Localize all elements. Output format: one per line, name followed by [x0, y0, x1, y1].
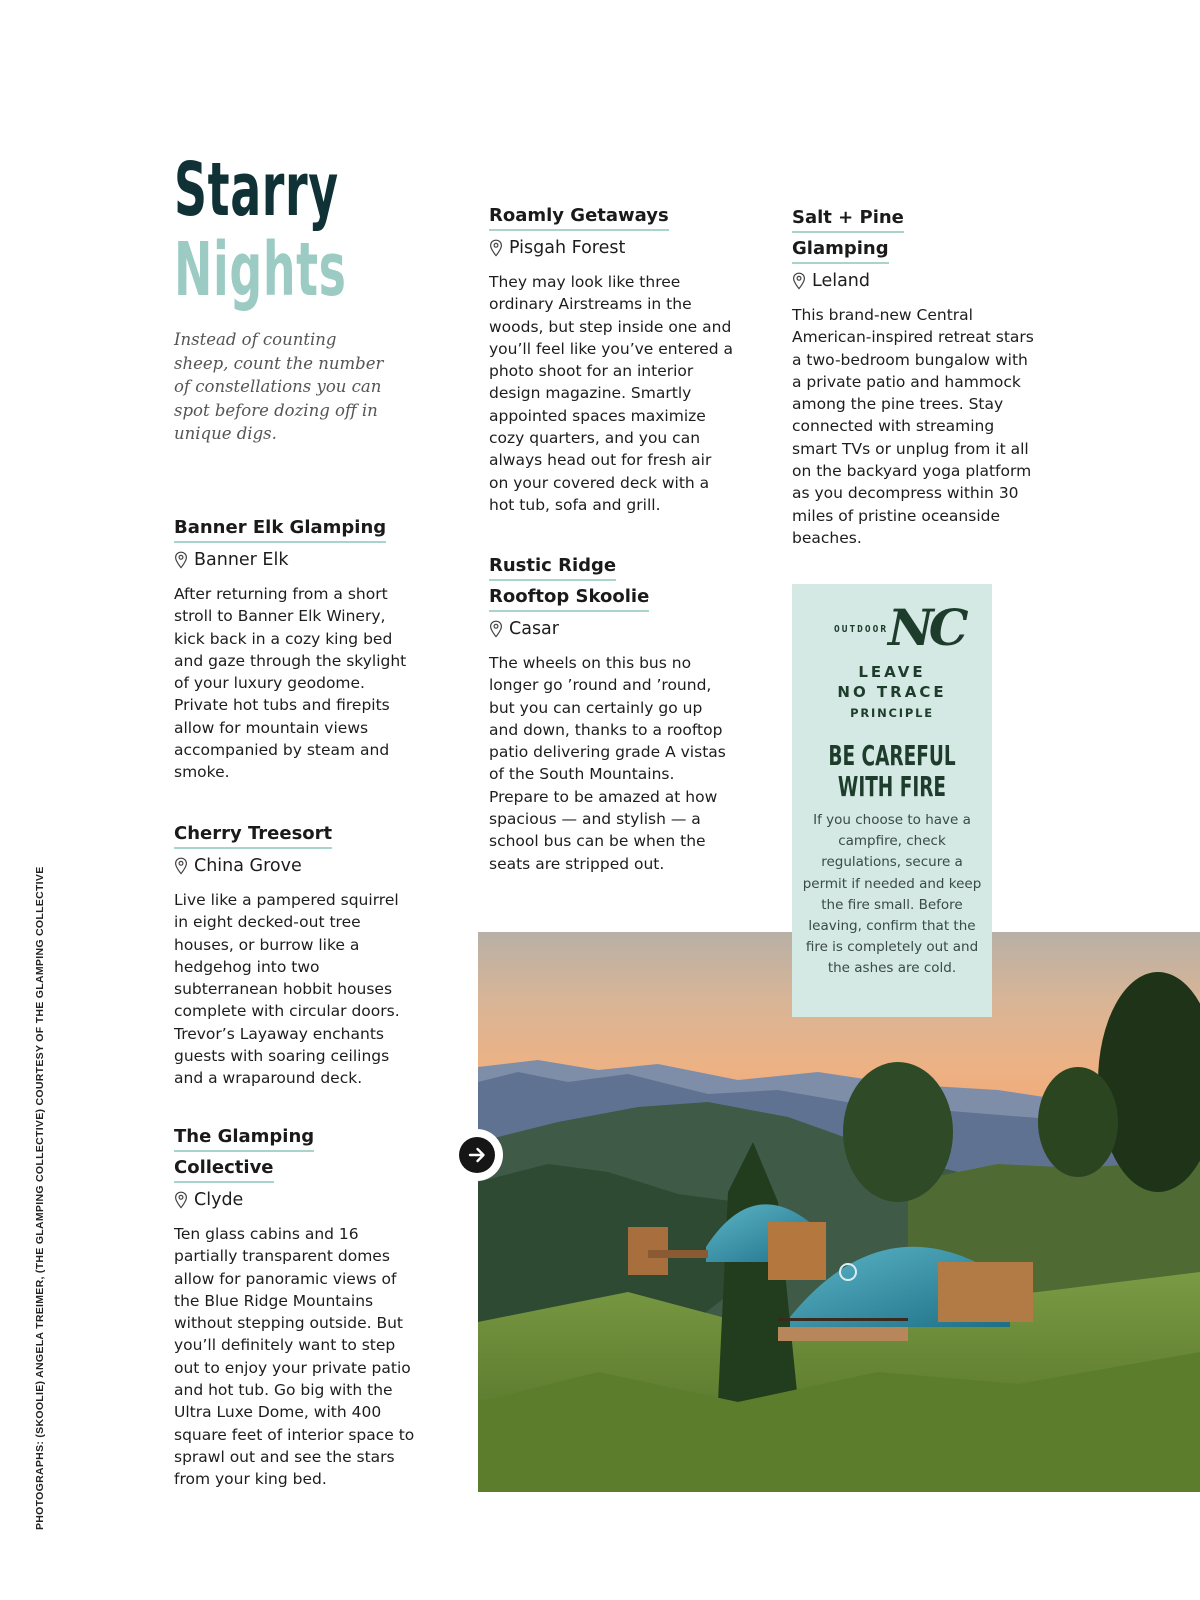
entry-location: Leland [792, 268, 1038, 294]
title-line-2: Nights [174, 227, 347, 313]
entry-salt-pine [792, 202, 1038, 549]
entry-description: They may look like three ordinary Airstreams in the woods, but step inside one and you’ll feel like you’ve entered a photo shoot for an interior design magazine. Smartly appointed spaces maximize cozy quarters, and you can always head out for fresh air on your covered deck with a hot tub, sofa and grill. [489, 273, 734, 514]
outdoor-nc-logo [792, 598, 992, 662]
entry-banner-elk [174, 512, 414, 784]
logo-nc-mark: NC [888, 598, 964, 657]
sidebar-line-2: NO TRACE [837, 683, 947, 701]
entry-cherry-treesort [174, 818, 410, 1090]
logo-outdoor-text: OUTDOOR [834, 624, 889, 635]
entry-location: Casar [489, 616, 729, 642]
entry-rustic-ridge [489, 550, 729, 875]
entry-name: Salt + Pine Glamping [792, 202, 922, 264]
entry-name: Rustic Ridge Rooftop Skoolie [489, 550, 659, 612]
entry-description: Live like a pampered squirrel in eight decked-out tree houses, or burrow like a hedgehog into two subterranean hobbit houses complete with circular doors. Trevor’s Layaway enchants guests with soaring ceilings and a wraparound deck. [174, 891, 400, 1088]
sidebar-line-3: PRINCIPLE [850, 706, 934, 720]
entry-location: China Grove [174, 853, 410, 879]
continue-arrow-button[interactable] [451, 1129, 503, 1181]
leave-no-trace-sidebar [792, 584, 992, 1017]
entry-glamping-collective [174, 1121, 420, 1491]
page-title [174, 147, 414, 313]
entry-description: Ten glass cabins and 16 partially transparent domes allow for panoramic views of the Blue Ridge Mountains without stepping outside. But you’ll definitely want to step out to enjoy your private patio and hot tub. Go big with the Ultra Luxe Dome, with 400 square feet of interior space to sprawl out and see the stars from your king bed. [174, 1225, 415, 1489]
sidebar-heading-2: WITH FIRE [837, 770, 947, 803]
map-pin-icon [174, 551, 188, 569]
map-pin-icon [489, 620, 503, 638]
map-pin-icon [489, 239, 503, 257]
entry-location: Banner Elk [174, 547, 414, 573]
map-pin-icon [174, 1191, 188, 1209]
entry-name: Cherry Treesort [174, 818, 410, 849]
sidebar-body: If you choose to have a campfire, check regulations, secure a permit if needed and keep the fire small. Before leaving, confirm that the fire is completely out and the ashes are cold. [802, 812, 982, 977]
entry-description: The wheels on this bus no longer go ’round and ’round, but you can certainly go up and down, thanks to a rooftop patio delivering grade A vistas of the South Mountains. Prepare to be amazed at how spacious — and stylish — a school bus can be when the seats are stripped out. [489, 654, 726, 873]
photo-credit: PHOTOGRAPHS: (SKOOLIE) ANGELA TREIMER, (THE GLAMPING COLLECTIVE) COURTESY OF THE GLAMPING COLLECTIVE [34, 866, 46, 1530]
entry-description: After returning from a short stroll to Banner Elk Winery, kick back in a cozy king bed and gaze through the skylight of your luxury geodome. Private hot tubs and firepits allow for mountain views accompanied by steam and smoke. [174, 585, 407, 782]
map-pin-icon [792, 272, 806, 290]
entry-name: The Glamping Collective [174, 1121, 324, 1183]
title-line-1: Starry [174, 147, 339, 233]
entry-name: Roamly Getaways [489, 200, 734, 231]
sidebar-line-1: LEAVE [858, 663, 926, 681]
entry-description: This brand-new Central American-inspired retreat stars a two-bedroom bungalow with a private patio and hammock among the pine trees. Stay connected with streaming smart TVs or unplug from it all on the backyard yoga platform as you decompress within 30 miles of pristine oceanside beaches. [792, 306, 1034, 547]
map-pin-icon [174, 857, 188, 875]
entry-roamly-getaways [489, 200, 734, 516]
intro-text: Instead of counting sheep, count the number of constellations you can spot before dozing off in unique digs. [174, 330, 384, 443]
entry-location: Pisgah Forest [489, 235, 734, 261]
sidebar-heading-1: BE CAREFUL [828, 739, 956, 772]
arrow-right-icon [466, 1144, 488, 1166]
entry-location: Clyde [174, 1187, 420, 1213]
entry-name: Banner Elk Glamping [174, 512, 414, 543]
